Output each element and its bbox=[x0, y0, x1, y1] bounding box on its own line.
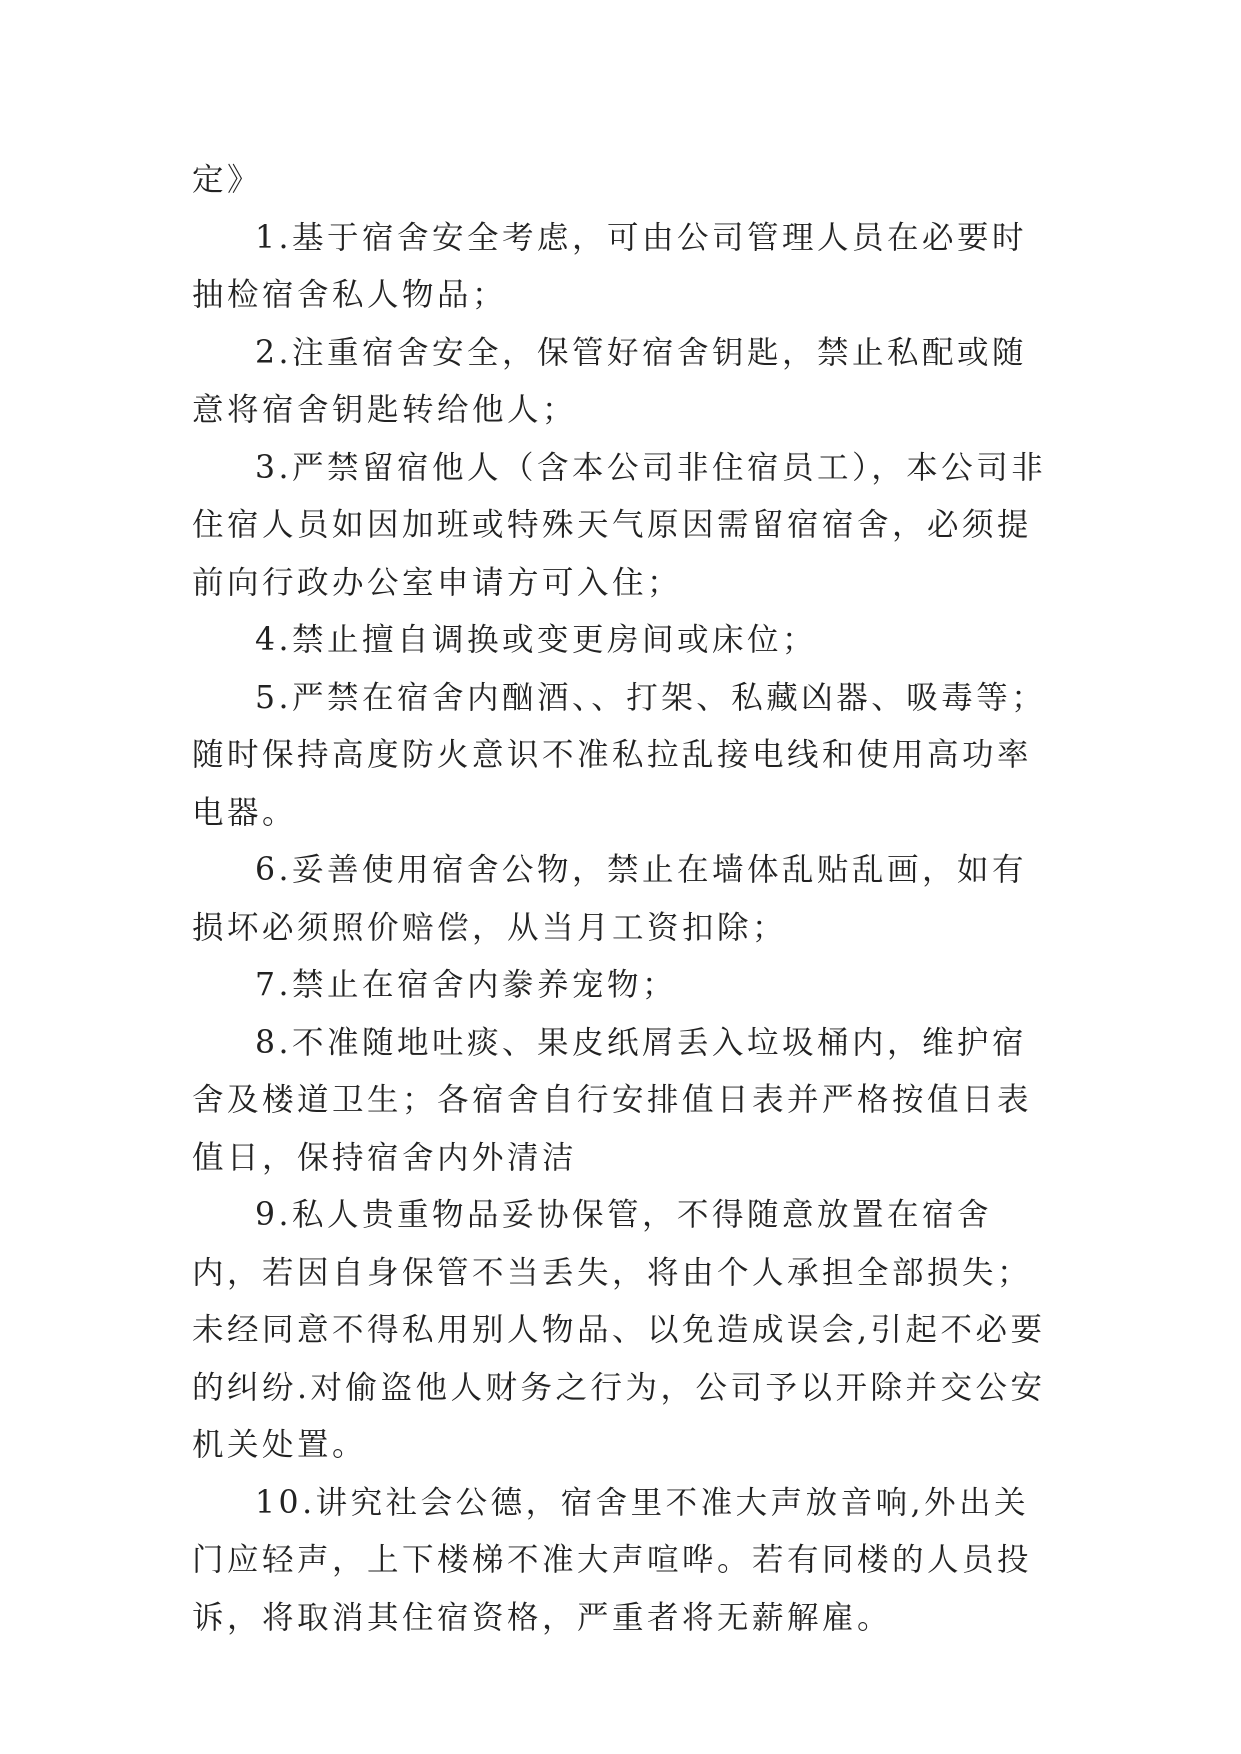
rule-item-8: 8.不准随地吐痰、果皮纸屑丢入垃圾桶内，维护宿舍及楼道卫生；各宿舍自行安排值日表并严格按值日表值日，保持宿舍内外清洁 bbox=[192, 1024, 1033, 1176]
rule-item-9: 9.私人贵重物品妥协保管，不得随意放置在宿舍内，若因自身保管不当丢失，将由个人承担全部损失；未经同意不得私用别人物品、以免造成误会,引起不必要的纠纷.对偷盗他人财务之行为，公司予以开除并交公安机关处置。 bbox=[192, 1197, 1046, 1463]
rule-item-7: 7.禁止在宿舍内豢养宠物； bbox=[255, 967, 678, 1003]
document-body bbox=[192, 152, 1062, 1647]
rule-item-6: 6.妥善使用宿舍公物，禁止在墙体乱贴乱画，如有损坏必须照价赔偿，从当月工资扣除； bbox=[192, 852, 1028, 946]
rule-item-4: 4.禁止擅自调换或变更房间或床位； bbox=[255, 622, 818, 658]
paragraph-heading-continuation: 定》 bbox=[192, 162, 263, 198]
rule-item-2: 2.注重宿舍安全，保管好宿舍钥匙，禁止私配或随意将宿舍钥匙转给他人； bbox=[192, 334, 1028, 428]
rule-item-1: 1.基于宿舍安全考虑，可由公司管理人员在必要时抽检宿舍私人物品； bbox=[192, 219, 1028, 313]
rule-item-3: 3.严禁留宿他人（含本公司非住宿员工），本公司非住宿人员如因加班或特殊天气原因需留宿宿舍，必须提前向行政办公室申请方可入住； bbox=[192, 449, 1047, 601]
rule-item-10: 10.讲究社会公德，宿舍里不准大声放音响,外出关门应轻声，上下楼梯不准大声喧哗。若有同楼的人员投诉，将取消其住宿资格，严重者将无薪解雇。 bbox=[192, 1484, 1033, 1636]
rule-item-5: 5.严禁在宿舍内酗酒、、打架、私藏凶器、吸毒等；随时保持高度防火意识不准私拉乱接电线和使用高功率电器。 bbox=[192, 679, 1047, 831]
